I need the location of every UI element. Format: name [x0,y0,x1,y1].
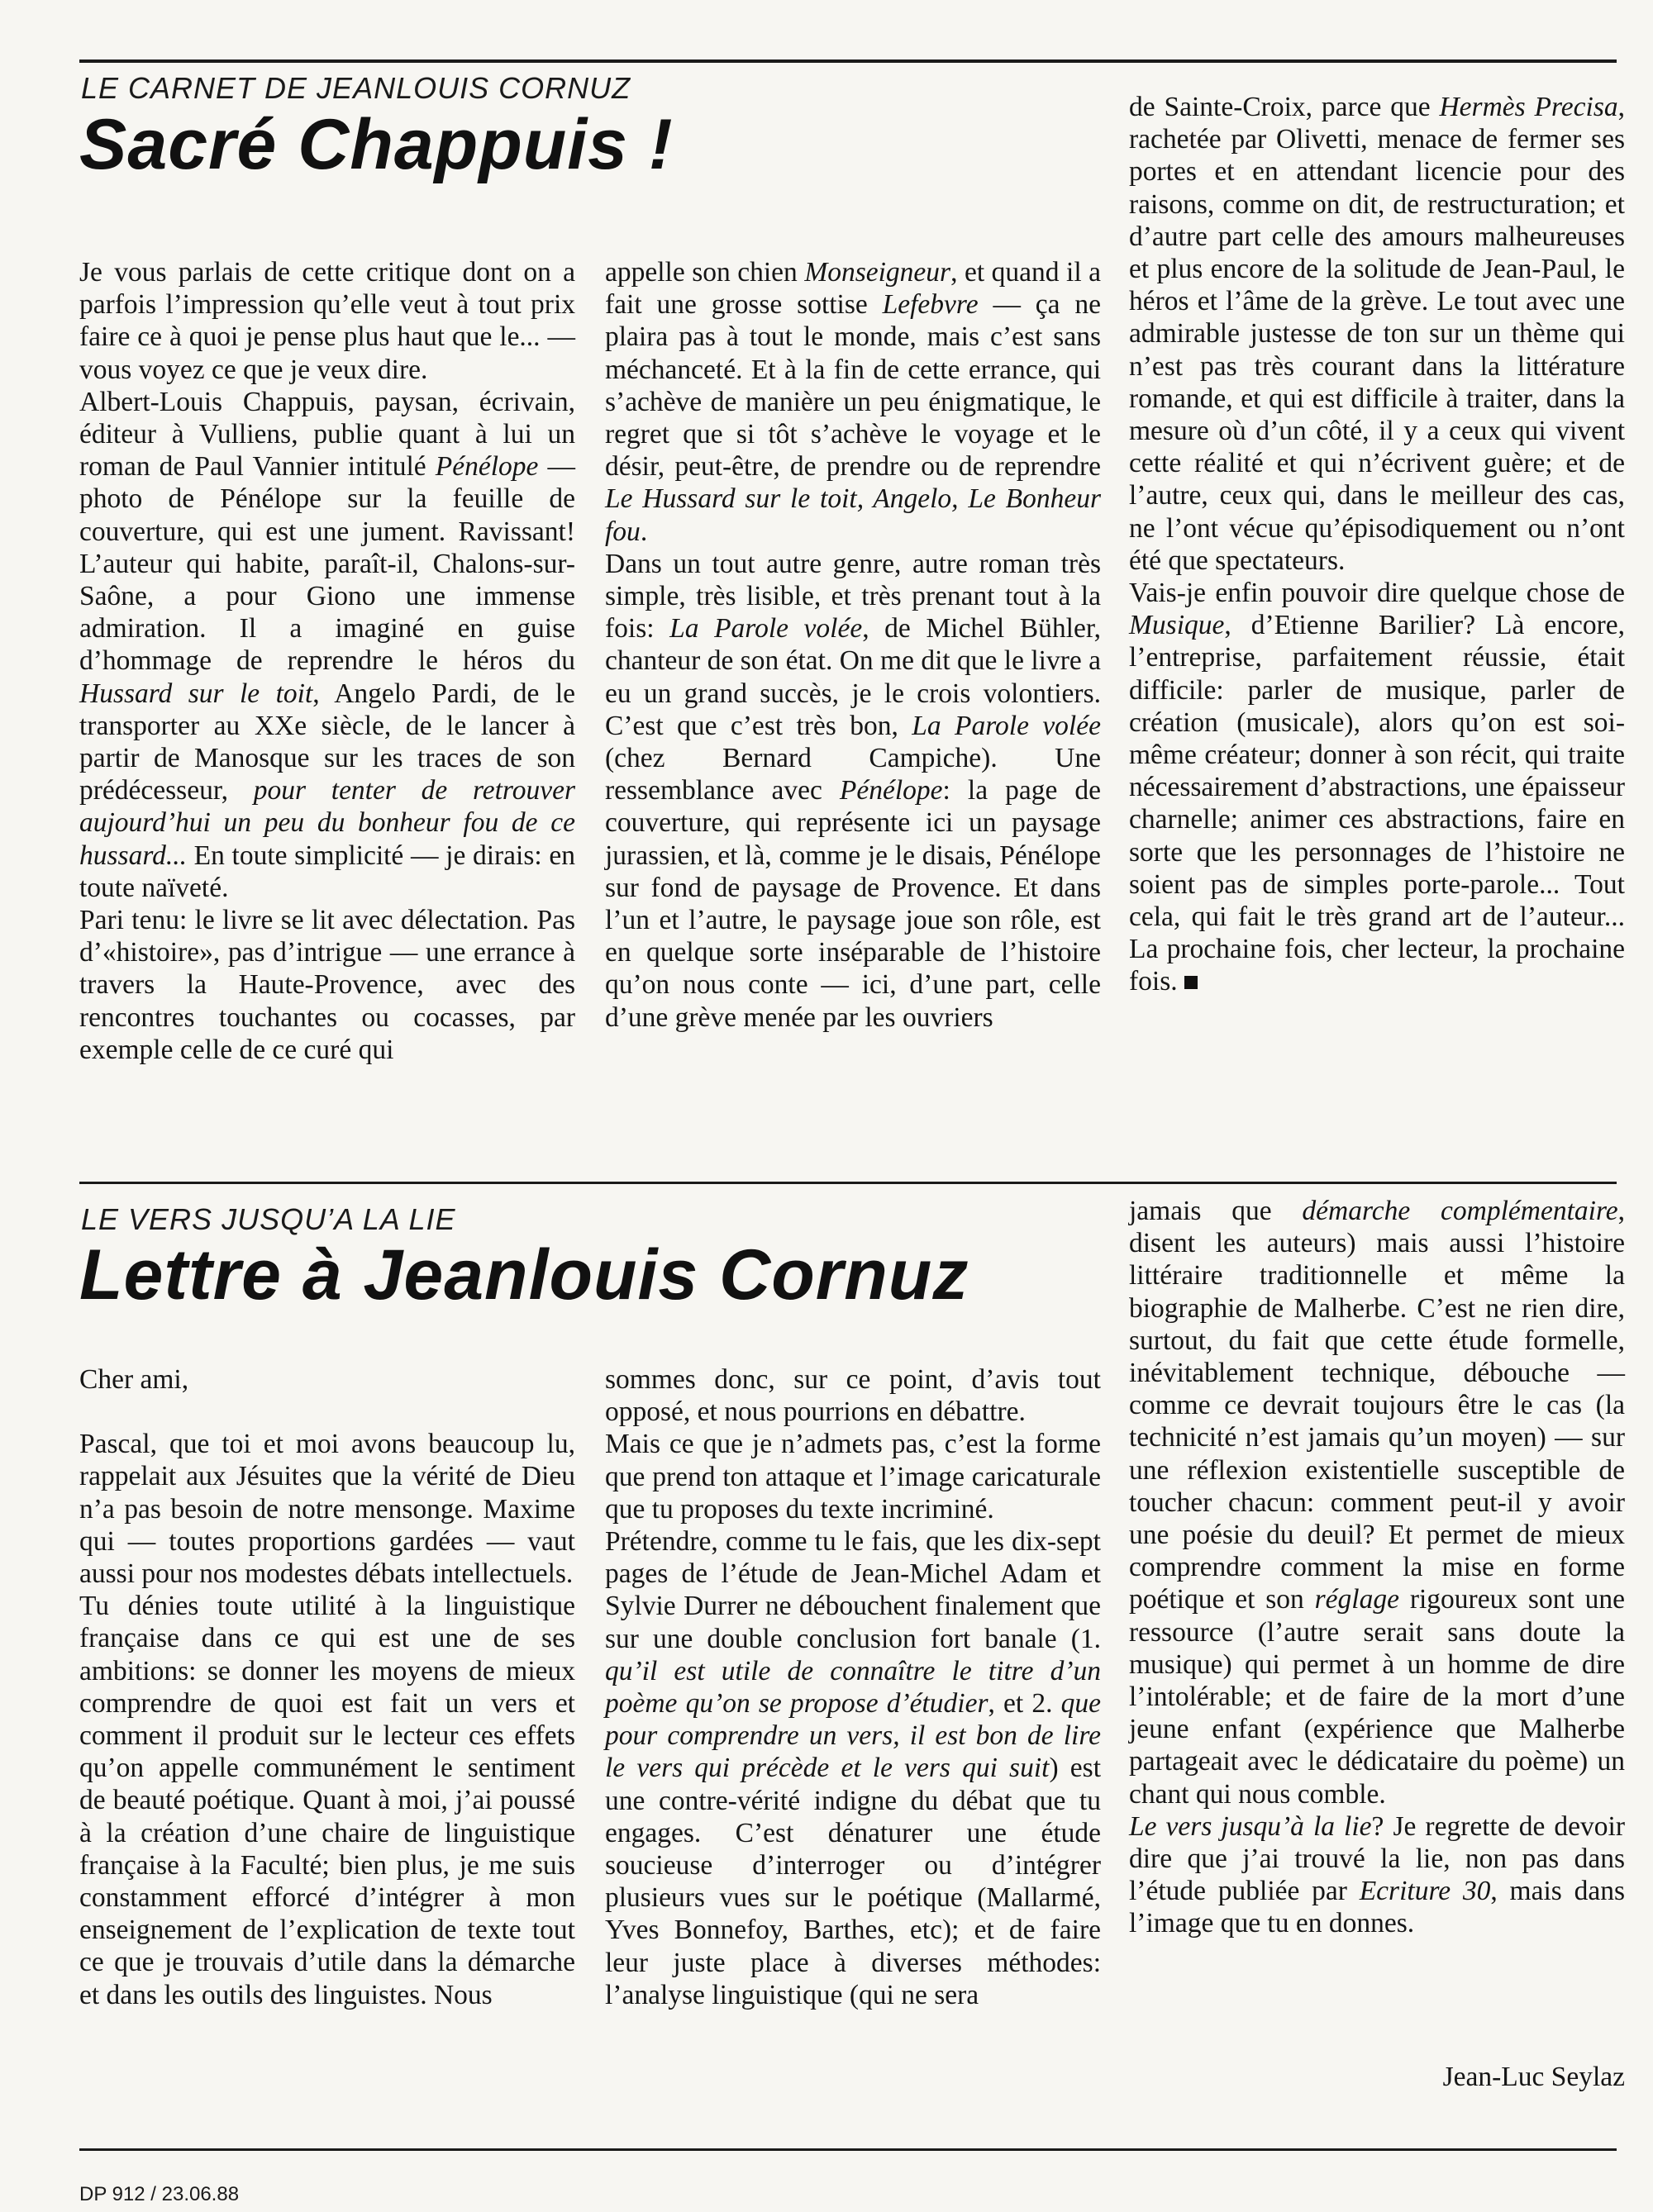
end-mark [1184,976,1198,989]
paragraph: sommes donc, sur ce point, d’avis tout opposé, et nous pourrions en débattre. [605,1364,1101,1428]
paragraph: Cher ami, [79,1364,189,1395]
paragraph: Le vers jusqu’à la lie? Je regrette de devoir dire que j’ai trouvé la lie, non pas dans l’étude publiée par Ecriture 30, mais dans l’image que tu en donnes. [1129,1810,1625,1939]
paragraph: Tu dénies toute utilité à la linguistique française dans ce qui est une de ses ambitions: se donner les moyens de mieux comprendre de quoi est fait un vers et comment il produit sur le lecteur ces effets qu’on appelle communément le sentiment de beauté poétique. Quant à moi, j’ai poussé à la création d’une chaire de linguistique française à la Faculté; bien plus, je me suis constamment efforcé d’intégrer à mon enseignement de l’explication de texte tout ce que je trouvais d’utile dans la démarche et dans les outils des linguistes. Nous [79,1591,575,2010]
article2-title: Lettre à Jeanlouis Cornuz [79,1235,969,1315]
paragraph: Dans un tout autre genre, autre roman très simple, très lisible, et très prenant tout à la fois: La Parole volée, de Michel Bühler, chanteur de son état. On me dit que le livre a eu un grand succès, je le crois volontiers. C’est que c’est très bon, La Parole volée (chez Bernard Campiche). Une ressemblance avec Pénélope: la page de couverture, qui représente ici un paysage jurassien, et là, comme je le disais, Pénélope sur fond de paysage de Provence. Et dans l’un et l’autre, le paysage joue son rôle, est en quelque sorte inséparable de l’histoire qu’on nous conte — ici, d’une part, celle d’une grève menée par les ouvriers [605,548,1102,1033]
paragraph: Albert-Louis Chappuis, paysan, écrivain, éditeur à Vulliens, publie quant à lui un roman de Paul Vannier intitulé Pénélope — photo de Pénélope sur la feuille de couverture, qui est une jument. Ravissant! L’auteur qui habite, paraît-il, Chalons-sur-Saône, a pour Giono une immense admiration. Il a imaginé en guise d’hommage de reprendre le héros du Hussard sur le toit, Angelo Pardi, de le transporter au XXe siècle, de le lancer à partir de Manosque sur les traces de son prédécesseur, pour tenter de retrouver aujourd’hui un peu du bonheur fou de ce hussard... En toute simplicité — je dirais: en toute naïveté. [79,386,576,903]
article2-col2 [605,1363,1101,2011]
paragraph: Prétendre, comme tu le fais, que les dix-sept pages de l’étude de Jean-Michel Adam et Sylvie Durrer ne débouchent finalement que sur une double conclusion fort banale (1. qu’il est utile de connaître le titre d’un poème qu’on se propose d’étudier, et 2. que pour comprendre un vers, il est bon de lire le vers qui précède et le vers qui suit) est une contre-vérité indigne du débat que tu engages. C’est dénaturer une étude soucieuse d’interroger ou d’intégrer plusieurs vues sur le poétique (Mallarmé, Yves Bonnefoy, Barthes, etc); et de faire leur juste place à diverses méthodes: l’analyse linguistique (qui ne sera [605,1526,1101,2010]
article2-kicker: LE VERS JUSQU’A LA LIE [81,1202,456,1236]
paragraph: appelle son chien Monseigneur, et quand il a fait une grosse sottise Lefebvre — ça ne plaira pas à tout le monde, mais c’est sans méchanceté. Et à la fin de cette errance, qui s’achève de manière un peu énigmatique, le regret que si tôt s’achève le voyage et le désir, peut-être, de prendre ou de reprendre Le Hussard sur le toit, Angelo, Le Bonheur fou. [605,257,1101,547]
paragraph: Pascal, que toi et moi avons beaucoup lu, rappelait aux Jésuites que la vérité de Dieu n’a pas besoin de notre mensonge. Maxime qui — toutes proportions gardées — vaut aussi pour nos modestes débats intellectuels. [79,1429,575,1590]
article1-col1 [79,256,575,1066]
paragraph: de Sainte-Croix, parce que Hermès Precisa, rachetée par Olivetti, menace de fermer ses portes et en attendant licencie pour des raisons, comme on dit, de restructuration; et d’autre part celle des amours malheureuses et plus encore de la solitude de Jean-Paul, le héros et l’âme de la grève. Le tout avec une admirable justesse de ton sur un thème qui n’est pas très courant dans la littérature romande, et qui est difficile à traiter, dans la mesure où d’un côté, il y a ceux qui vivent cette réalité et qui n’écrivent guère; et de l’autre, ceux qui, dans le meilleur des cas, ne l’ont vécue qu’épisodiquement ou n’ont été que spectateurs. [1129,92,1625,576]
paragraph: jamais que démarche complémentaire, disent les auteurs) mais aussi l’histoire littéraire traditionnelle et même la biographie de Malherbe. C’est ne rien dire, surtout, du fait que cette étude formelle, inévitablement technique, débouche — comme ce devrait toujours être le cas (la technicité n’est jamais qu’un moyen) — sur une réflexion existentielle susceptible de toucher chacun: comment peut-il y avoir une poésie du deuil? Et permet de mieux comprendre comment la mise en forme poétique et son réglage rigoureux sont une ressource (l’autre serait sans doute la musique) qui permet à un homme de dire l’intolérable; et de faire de la mort d’une jeune enfant (expérience que Malherbe partageait avec le dédicataire du poème) un chant qui nous comble. [1129,1196,1625,1810]
article2-col1 [79,1363,575,2011]
article2-col3 [1129,1195,1625,1940]
signature: Jean-Luc Seylaz [1442,2062,1625,2092]
paragraph: Pari tenu: le livre se lit avec délectation. Pas d’«histoire», pas d’intrigue — une errance à travers la Haute-Provence, avec des rencontres touchantes ou cocasses, par exemple celle de ce curé qui [79,905,575,1065]
bottom-rule [79,2148,1617,2151]
signature-wrap [1129,2033,1625,2093]
article1-kicker: LE CARNET DE JEANLOUIS CORNUZ [81,71,631,105]
middle-rule [79,1182,1617,1184]
article1-col3 [1129,91,1625,998]
paragraph: Mais ce que je n’admets pas, c’est la forme que prend ton attaque et l’image caricaturale que tu proposes du texte incriminé. [605,1429,1101,1525]
top-rule [79,59,1617,63]
paragraph: Je vous parlais de cette critique dont on a parfois l’impression qu’elle veut à tout prix faire ce à quoi je pense plus haut que le... — vous voyez ce que je veux dire. [79,257,575,385]
paragraph: Vais-je enfin pouvoir dire quelque chose de Musique, d’Etienne Barilier? Là encore, l’entreprise, parfaitement réussie, était difficile: parler de musique, parler de création (musicale), alors qu’on est soi-même créateur; donner à son récit, qui traite nécessairement d’abstractions, une épaisseur charnelle; animer ces abstractions, faire en sorte que les personnages de l’histoire ne soient pas de simples porte-parole... Tout cela, qui fait le très grand art de l’auteur... La prochaine fois, cher lecteur, la prochaine fois. [1129,578,1625,997]
issue-footer: DP 912 / 23.06.88 [79,2183,240,2205]
article1-col2 [605,256,1101,1034]
article1-title: Sacré Chappuis ! [79,105,674,184]
